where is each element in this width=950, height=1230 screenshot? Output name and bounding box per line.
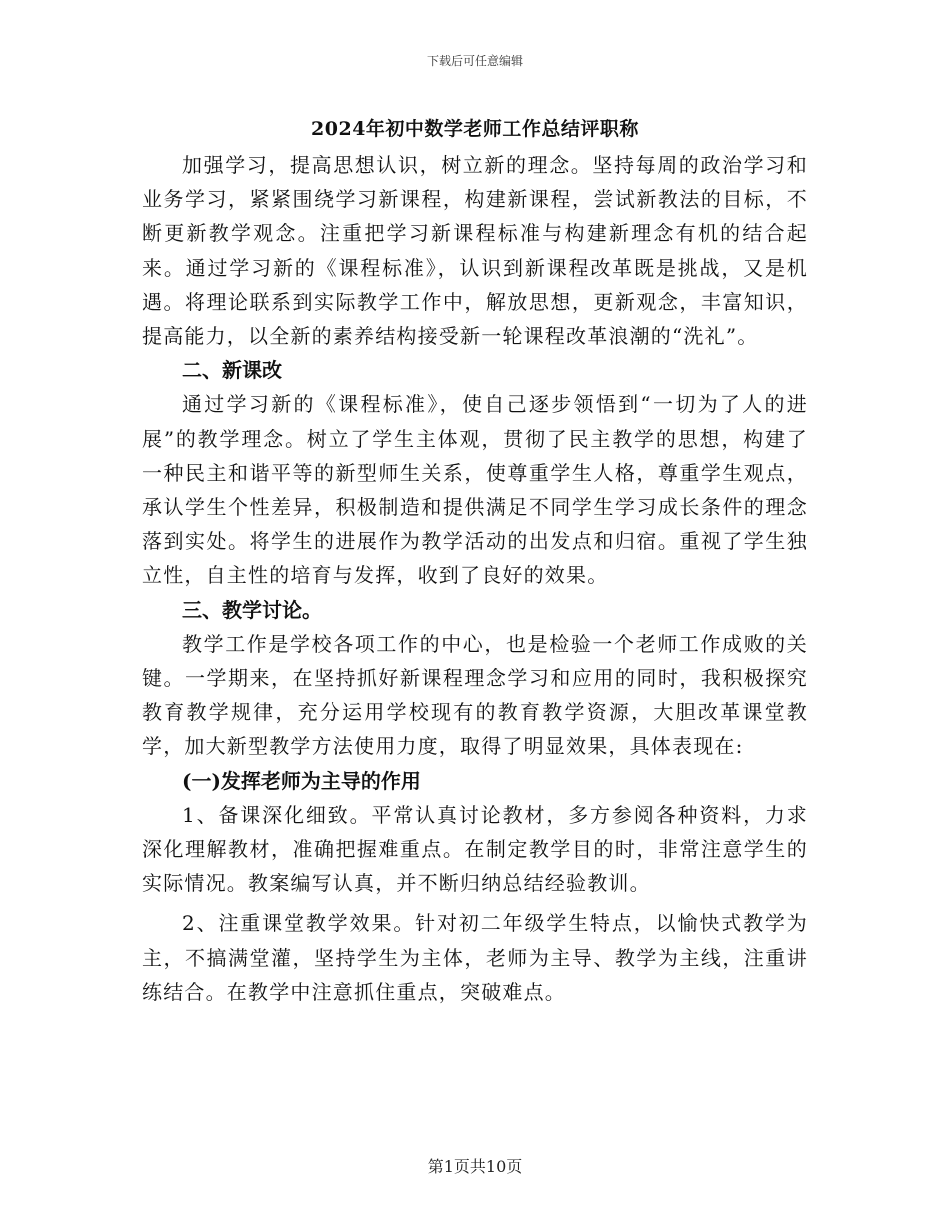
section-heading-new-curriculum: 二、新课改 <box>182 358 282 383</box>
header-note: 下载后可任意编辑 <box>426 54 523 68</box>
page-footer: 第1页共10页 <box>427 1157 523 1176</box>
paragraph-classroom-effect: 2、注重课堂教学效果。针对初二年级学生特点，以愉快式教学为主，不搞满堂灌，坚持学生为主体，老师为主导、教学为主线，注重讲练结合。在教学中注意抓住重点，突破难点。 <box>142 911 808 1004</box>
document-title: 2024年初中数学老师工作总结评职称 <box>311 118 639 140</box>
paragraph-teaching-discussion: 教学工作是学校各项工作的中心，也是检验一个老师工作成败的关键。一学期来，在坚持抓好新课程理念学习和应用的同时，我积极探究教育教学规律，充分运用学校现有的教育教学资源，大胆改革课堂教学，加大新型教学方法使用力度，取得了明显效果，具体表现在: <box>142 631 808 759</box>
paragraph-new-curriculum: 通过学习新的《课程标准》，使自己逐步领悟到“一切为了人的进展”的教学理念。树立了学生主体观，贯彻了民主教学的思想，构建了一种民主和谐平等的新型师生关系，使尊重学生人格，尊重学生观点，承认学生个性差异，积极制造和提供满足不同学生学习成长条件的理念落到实处。将学生的进展作为教学活动的出发点和归宿。重视了学生独立性，自主性的培育与发挥，收到了良好的效果。 <box>142 392 808 588</box>
subsection-heading-teacher-role: (一)发挥老师为主导的作用 <box>182 768 421 793</box>
document-body <box>142 114 808 1009</box>
paragraph-lesson-prep: 1、备课深化细致。平常认真讨论教材，多方参阅各种资料，力求深化理解教材，准确把握难重点。在制定教学目的时，非常注意学生的实际情况。教案编写认真，并不断归纳总结经验教训。 <box>142 802 808 896</box>
paragraph-intro: 加强学习，提高思想认识，树立新的理念。坚持每周的政治学习和业务学习，紧紧围绕学习新课程，构建新课程，尝试新教法的目标，不断更新教学观念。注重把学习新课程标准与构建新理念有机的结合起来。通过学习新的《课程标准》，认识到新课程改革既是挑战，又是机遇。将理论联系到实际教学工作中，解放思想，更新观念，丰富知识，提高能力，以全新的素养结构接受新一轮课程改革浪潮的“洗礼”。 <box>142 153 808 349</box>
section-heading-teaching-discussion: 三、教学讨论。 <box>182 597 322 622</box>
